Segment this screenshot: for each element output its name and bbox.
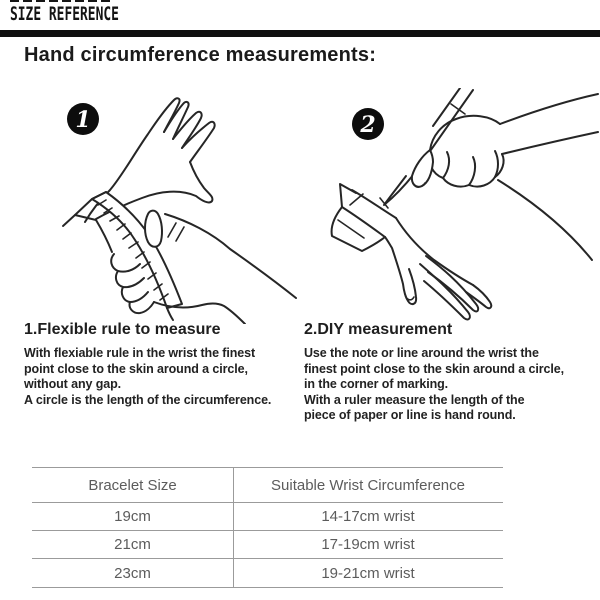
marked-hand xyxy=(385,218,491,319)
table-cell: 17-19cm wrist xyxy=(321,536,415,553)
step-description-line: finest point close to the skin around a circle, xyxy=(304,361,564,376)
table-cell: 21cm xyxy=(114,536,151,553)
table-cell: 23cm xyxy=(114,564,151,582)
step-2-title: 2.DIY measurement xyxy=(304,321,453,338)
section-heading: Hand circumference measurements: xyxy=(24,44,377,66)
page-title: SIZE REFERENCE xyxy=(10,3,119,25)
step-2-illustration xyxy=(330,88,600,324)
step-description-line: without any gap. xyxy=(24,377,122,392)
step-description-line: piece of paper or line is hand round. xyxy=(304,408,516,423)
size-table xyxy=(32,467,503,588)
table-header-bracelet-size: Bracelet Size xyxy=(88,476,177,494)
step-description-line: in the corner of marking. xyxy=(304,377,449,392)
step-description-line: point close to the skin around a circle, xyxy=(24,361,248,376)
step-2-description xyxy=(304,346,598,424)
step-1-description xyxy=(24,346,300,408)
flexible-ruler-tape xyxy=(63,192,182,320)
title-underline-bar xyxy=(0,30,600,37)
table-cell: 19-21cm wrist xyxy=(321,564,415,582)
table-row xyxy=(32,503,503,531)
step-description-line: With flexiable rule in the wrist the finest xyxy=(24,346,256,360)
step-1-title: 1.Flexible rule to measure xyxy=(24,321,221,338)
paper-strip xyxy=(332,184,396,251)
step-description-line: Use the note or line around the wrist the xyxy=(304,346,539,360)
step-2-number: 2 xyxy=(360,112,376,138)
table-row xyxy=(32,531,503,559)
table-header-row xyxy=(32,468,503,503)
table-column-divider xyxy=(233,468,234,587)
cropped-text-remnant xyxy=(10,0,113,2)
table-cell: 19cm xyxy=(114,508,151,525)
step-1-illustration xyxy=(30,92,300,324)
step-description-line: A circle is the length of the circumference. xyxy=(24,392,272,407)
table-header-wrist-circumference: Suitable Wrist Circumference xyxy=(271,476,465,494)
table-row xyxy=(32,559,503,587)
table-cell: 14-17cm wrist xyxy=(321,508,415,525)
step-1-number: 1 xyxy=(75,107,91,133)
step-description-line: With a ruler measure the length of the xyxy=(304,392,525,407)
marking-hand-with-pen xyxy=(384,88,598,260)
